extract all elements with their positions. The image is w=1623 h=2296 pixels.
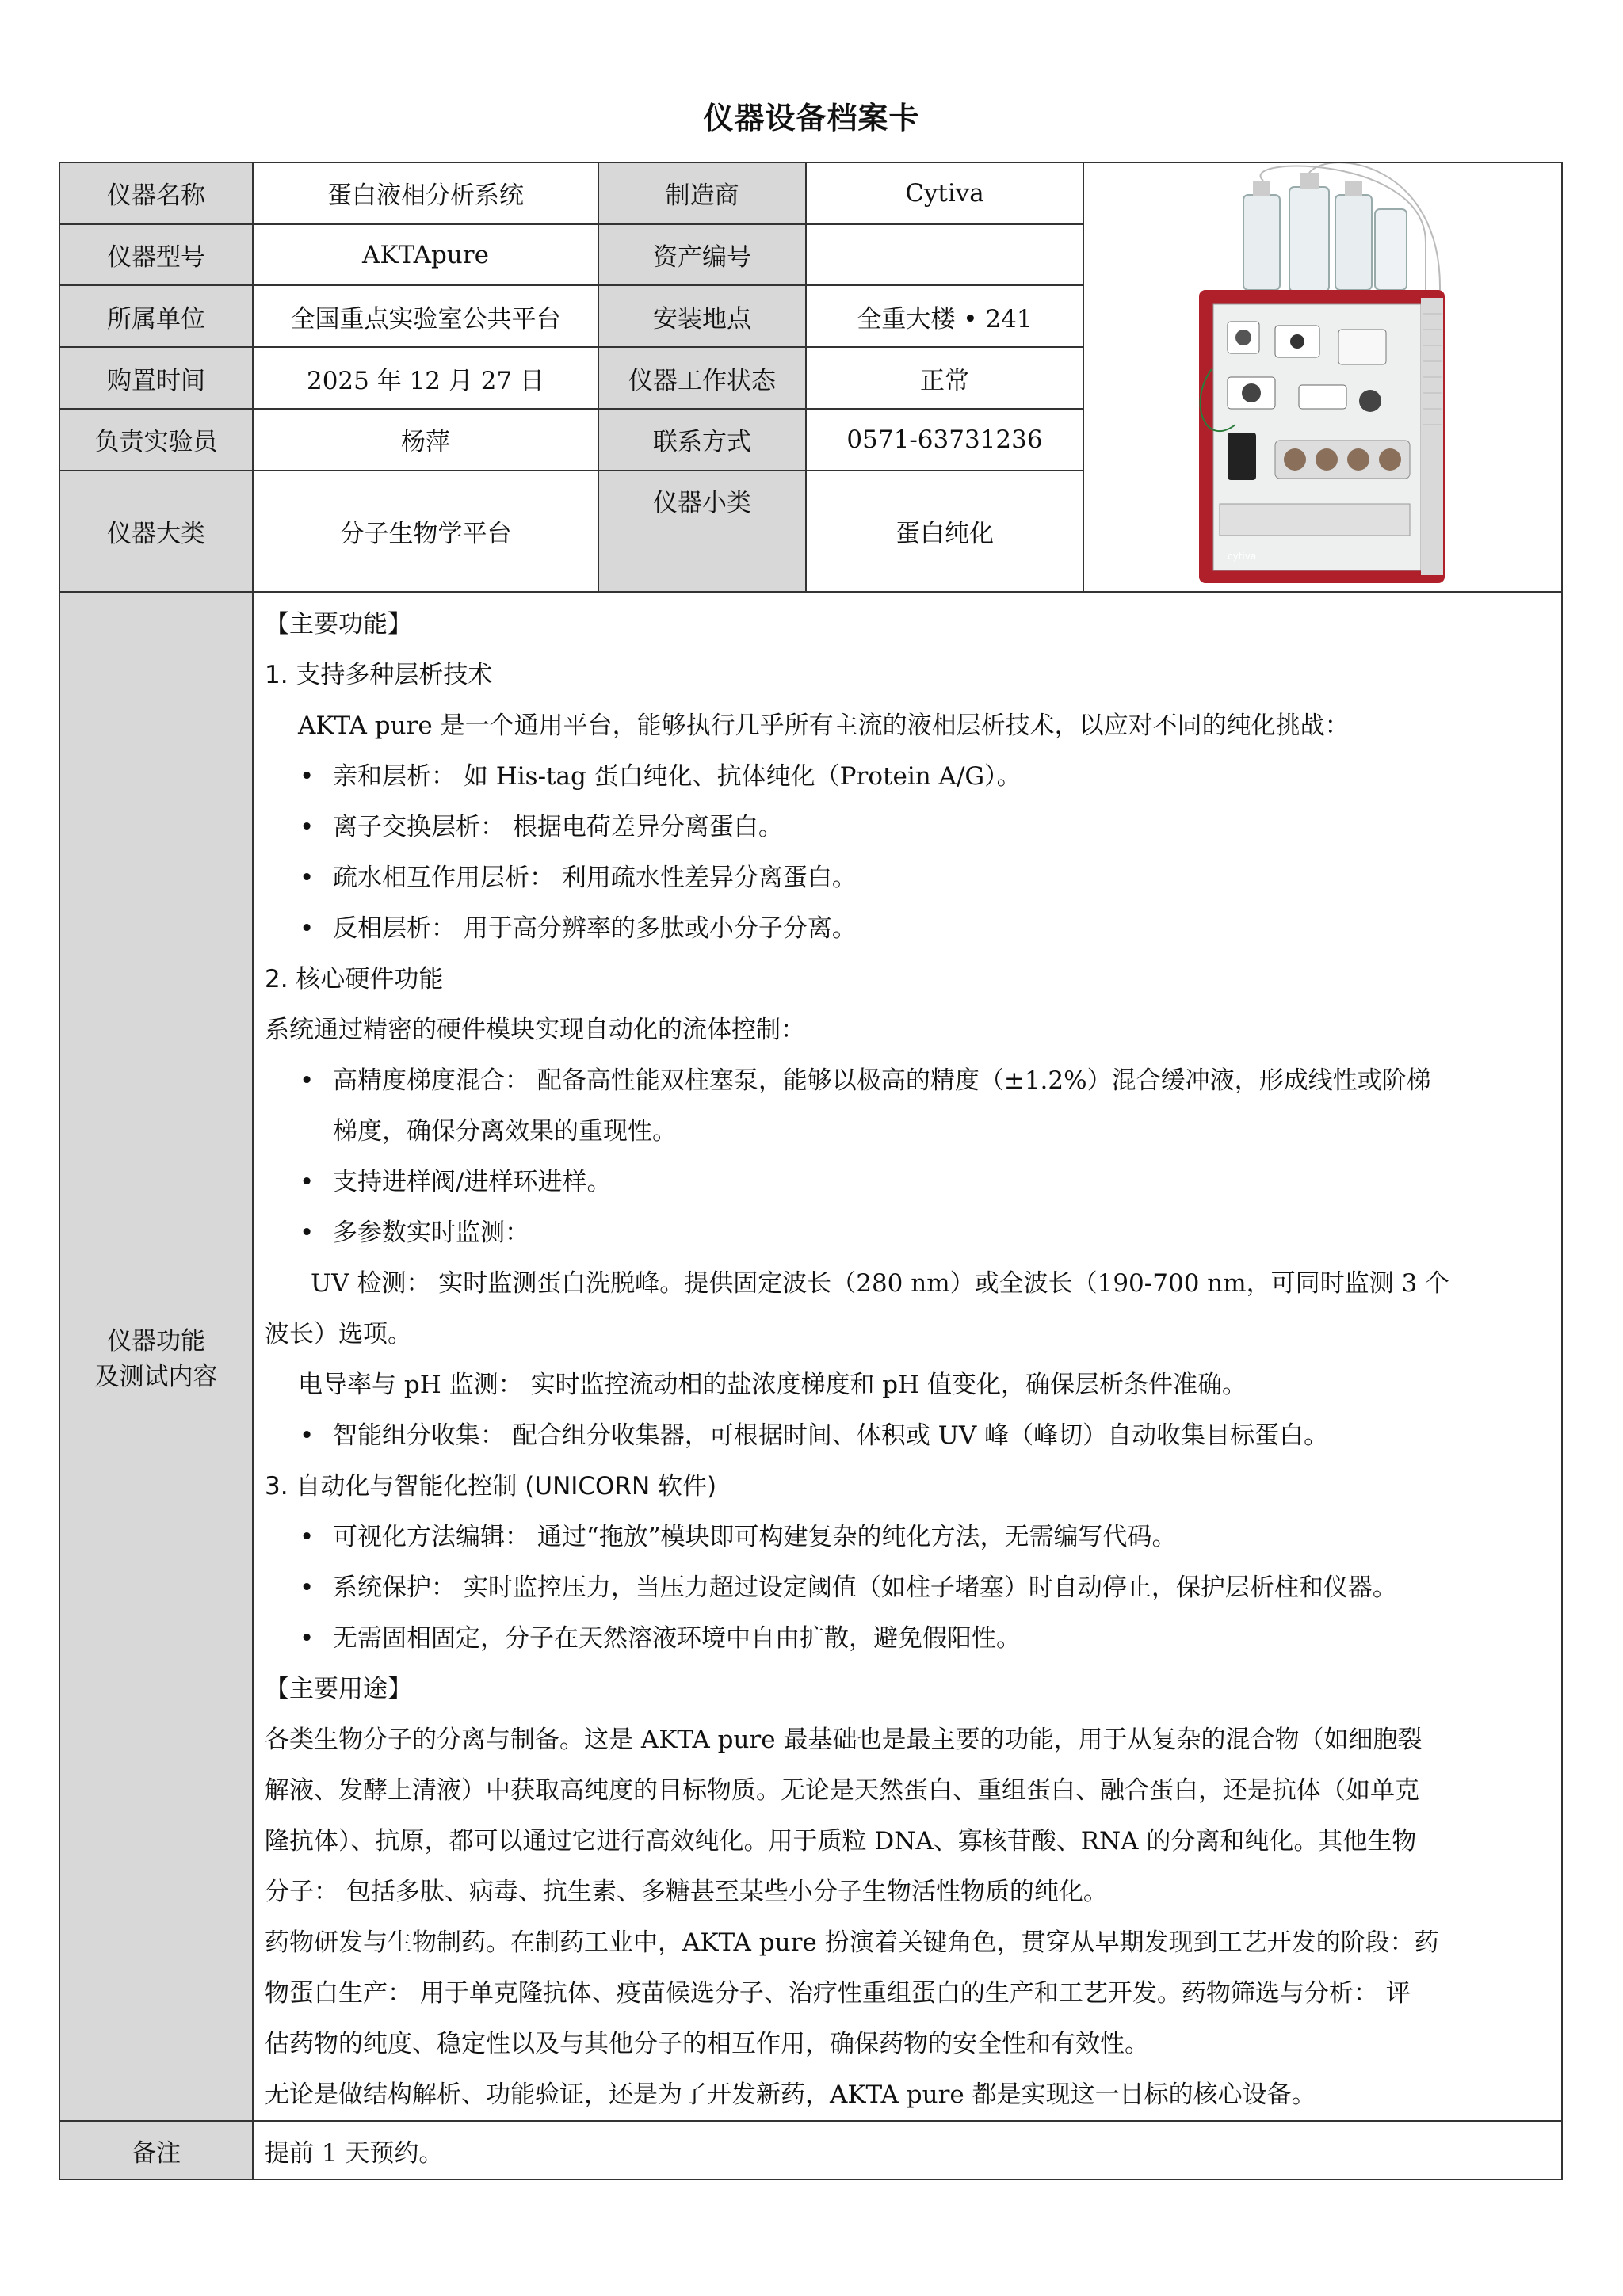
value-purchase-date: 2025 年 12 月 27 日 xyxy=(253,347,598,409)
label-purchase-date: 购置时间 xyxy=(59,347,253,409)
bullet-icon: • xyxy=(300,1421,315,1450)
paragraph-line: 解液、发酵上清液）中获取高纯度的目标物质。无论是天然蛋白、重组蛋白、融合蛋白，还是抗体（如单克 xyxy=(265,1776,1419,1805)
label-status: 仪器工作状态 xyxy=(598,347,806,409)
paragraph-line: AKTA pure 是一个通用平台，能够执行几乎所有主流的液相层析技术，以应对不同的纯化挑战： xyxy=(298,711,1350,740)
section-heading-main-functions: 【主要功能】 xyxy=(265,610,412,639)
list-item-text: 支持进样阀/进样环进样。 xyxy=(333,1168,612,1196)
value-instrument-name: 蛋白液相分析系统 xyxy=(253,162,598,224)
bullet-icon: • xyxy=(300,813,315,841)
instrument-photo-cell xyxy=(1083,162,1562,592)
value-person: 杨萍 xyxy=(253,409,598,471)
bullet-icon: • xyxy=(300,864,315,892)
list-item xyxy=(265,1410,1550,1461)
subheading-hardware: 2. 核心硬件功能 xyxy=(265,965,444,994)
instrument-card-table xyxy=(59,162,1563,2180)
label-functions-line-2: 及测试内容 xyxy=(94,1363,218,1391)
label-unit: 所属单位 xyxy=(59,285,253,347)
label-functions xyxy=(59,592,253,2121)
subheading-automation: 3. 自动化与智能化控制 (UNICORN 软件) xyxy=(265,1472,717,1501)
label-subcategory-cell xyxy=(598,471,806,592)
label-manufacturer: 制造商 xyxy=(598,162,806,224)
list-item-continuation: 梯度，确保分离效果的重现性。 xyxy=(333,1117,677,1146)
label-note: 备注 xyxy=(59,2121,253,2180)
section-heading-main-uses: 【主要用途】 xyxy=(265,1675,412,1703)
value-location: 全重大楼 • 241 xyxy=(806,285,1083,347)
bullet-icon: • xyxy=(300,1219,315,1247)
page-title: 仪器设备档案卡 xyxy=(703,101,920,135)
value-status: 正常 xyxy=(806,347,1083,409)
label-asset-number: 资产编号 xyxy=(598,224,806,286)
list-item-text: 离子交换层析： 根据电荷差异分离蛋白。 xyxy=(333,813,783,841)
list-item-text: 系统保护： 实时监控压力，当压力超过设定阈值（如柱子堵塞）时自动停止，保护层析柱和仪器。 xyxy=(333,1573,1397,1602)
value-asset-number xyxy=(806,224,1083,286)
value-category: 分子生物学平台 xyxy=(253,471,598,592)
bullet-icon: • xyxy=(300,1066,315,1095)
paragraph-line: 波长）选项。 xyxy=(265,1320,412,1348)
paragraph-line: 各类生物分子的分离与制备。这是 AKTA pure 最基础也是最主要的功能，用于从复杂的混合物（如细胞裂 xyxy=(265,1726,1423,1754)
label-person: 负责实验员 xyxy=(59,409,253,471)
list-item-text: 可视化方法编辑： 通过“拖放”模块即可构建复杂的纯化方法，无需编写代码。 xyxy=(333,1523,1177,1551)
list-item-text: 疏水相互作用层析： 利用疏水性差异分离蛋白。 xyxy=(333,864,857,892)
list-item xyxy=(265,751,1550,802)
bullet-icon: • xyxy=(300,914,315,943)
bullet-icon: • xyxy=(300,1624,315,1653)
instrument-photo xyxy=(1188,163,1457,591)
list-item xyxy=(265,1562,1550,1613)
label-category: 仪器大类 xyxy=(59,471,253,592)
paragraph-line: 隆抗体）、抗原，都可以通过它进行高效纯化。用于质粒 DNA、寡核苷酸、RNA 的分离和纯化。其他生物 xyxy=(265,1827,1417,1855)
label-model: 仪器型号 xyxy=(59,224,253,286)
paragraph-line: 无论是做结构解析、功能验证，还是为了开发新药，AKTA pure 都是实现这一目标的核心设备。 xyxy=(265,2081,1316,2109)
svg-text:cytiva: cytiva xyxy=(1228,551,1257,562)
list-item-text: 无需固相固定，分子在天然溶液环境中自由扩散，避免假阳性。 xyxy=(333,1624,1021,1653)
label-contact: 联系方式 xyxy=(598,409,806,471)
list-item xyxy=(265,903,1550,954)
value-model: AKTApure xyxy=(253,224,598,286)
list-item xyxy=(265,1613,1550,1664)
value-subcategory: 蛋白纯化 xyxy=(806,471,1083,592)
list-item-text: 亲和层析： 如 His-tag 蛋白纯化、抗体纯化（Protein A/G）。 xyxy=(333,762,1022,791)
value-manufacturer: Cytiva xyxy=(806,162,1083,224)
list-item xyxy=(265,852,1550,903)
paragraph-line: 物蛋白生产： 用于单克隆抗体、疫苗候选分子、治疗性重组蛋白的生产和工艺开发。药物筛选与分析： 评 xyxy=(265,1979,1411,2008)
bullet-icon: • xyxy=(300,1573,315,1602)
bullet-icon: • xyxy=(300,1168,315,1196)
row-name xyxy=(59,162,1562,224)
functions-content xyxy=(253,592,1562,2121)
bullet-icon: • xyxy=(300,1523,315,1551)
value-contact: 0571-63731236 xyxy=(806,409,1083,471)
paragraph-line: 估药物的纯度、稳定性以及与其他分子的相互作用，确保药物的安全性和有效性。 xyxy=(265,2030,1149,2058)
list-item-text: 高精度梯度混合： 配备高性能双柱塞泵，能够以极高的精度（±1.2%）混合缓冲液，形成线性或阶梯 xyxy=(333,1066,1431,1095)
paragraph-line: 分子： 包括多肽、病毒、抗生素、多糖甚至某些小分子生物活性物质的纯化。 xyxy=(265,1878,1108,1906)
label-location: 安装地点 xyxy=(598,285,806,347)
value-note: 提前 1 天预约。 xyxy=(253,2121,1562,2180)
list-item xyxy=(265,802,1550,852)
paragraph-line: 电导率与 pH 监测： 实时监控流动相的盐浓度梯度和 pH 值变化，确保层析条件准确。 xyxy=(298,1371,1247,1399)
list-item xyxy=(265,1207,1550,1258)
list-item xyxy=(265,1512,1550,1562)
list-item-text: 多参数实时监测： xyxy=(333,1219,529,1247)
label-instrument-name: 仪器名称 xyxy=(59,162,253,224)
list-item-text: 智能组分收集： 配合组分收集器，可根据时间、体积或 UV 峰（峰切）自动收集目标蛋白。 xyxy=(333,1421,1329,1450)
paragraph-line: 药物研发与生物制药。在制药工业中，AKTA pure 扮演着关键角色，贯穿从早期发现到工艺开发的阶段：药 xyxy=(265,1928,1439,1957)
row-functions xyxy=(59,592,1562,2121)
list-item xyxy=(265,1055,1550,1106)
paragraph-line: 系统通过精密的硬件模块实现自动化的流体控制： xyxy=(265,1016,805,1044)
bullet-icon: • xyxy=(300,762,315,791)
list-item-text: 反相层析： 用于高分辨率的多肽或小分子分离。 xyxy=(333,914,857,943)
label-subcategory: 仪器小类 xyxy=(653,488,751,517)
subheading-chromatography: 1. 支持多种层析技术 xyxy=(265,661,493,689)
value-unit: 全国重点实验室公共平台 xyxy=(253,285,598,347)
row-note xyxy=(59,2121,1562,2180)
paragraph-line: UV 检测： 实时监测蛋白洗脱峰。提供固定波长（280 nm）或全波长（190-700 nm，可同时监测 3 个 xyxy=(311,1269,1450,1298)
list-item xyxy=(265,1157,1550,1207)
label-functions-line-1: 仪器功能 xyxy=(107,1327,205,1356)
